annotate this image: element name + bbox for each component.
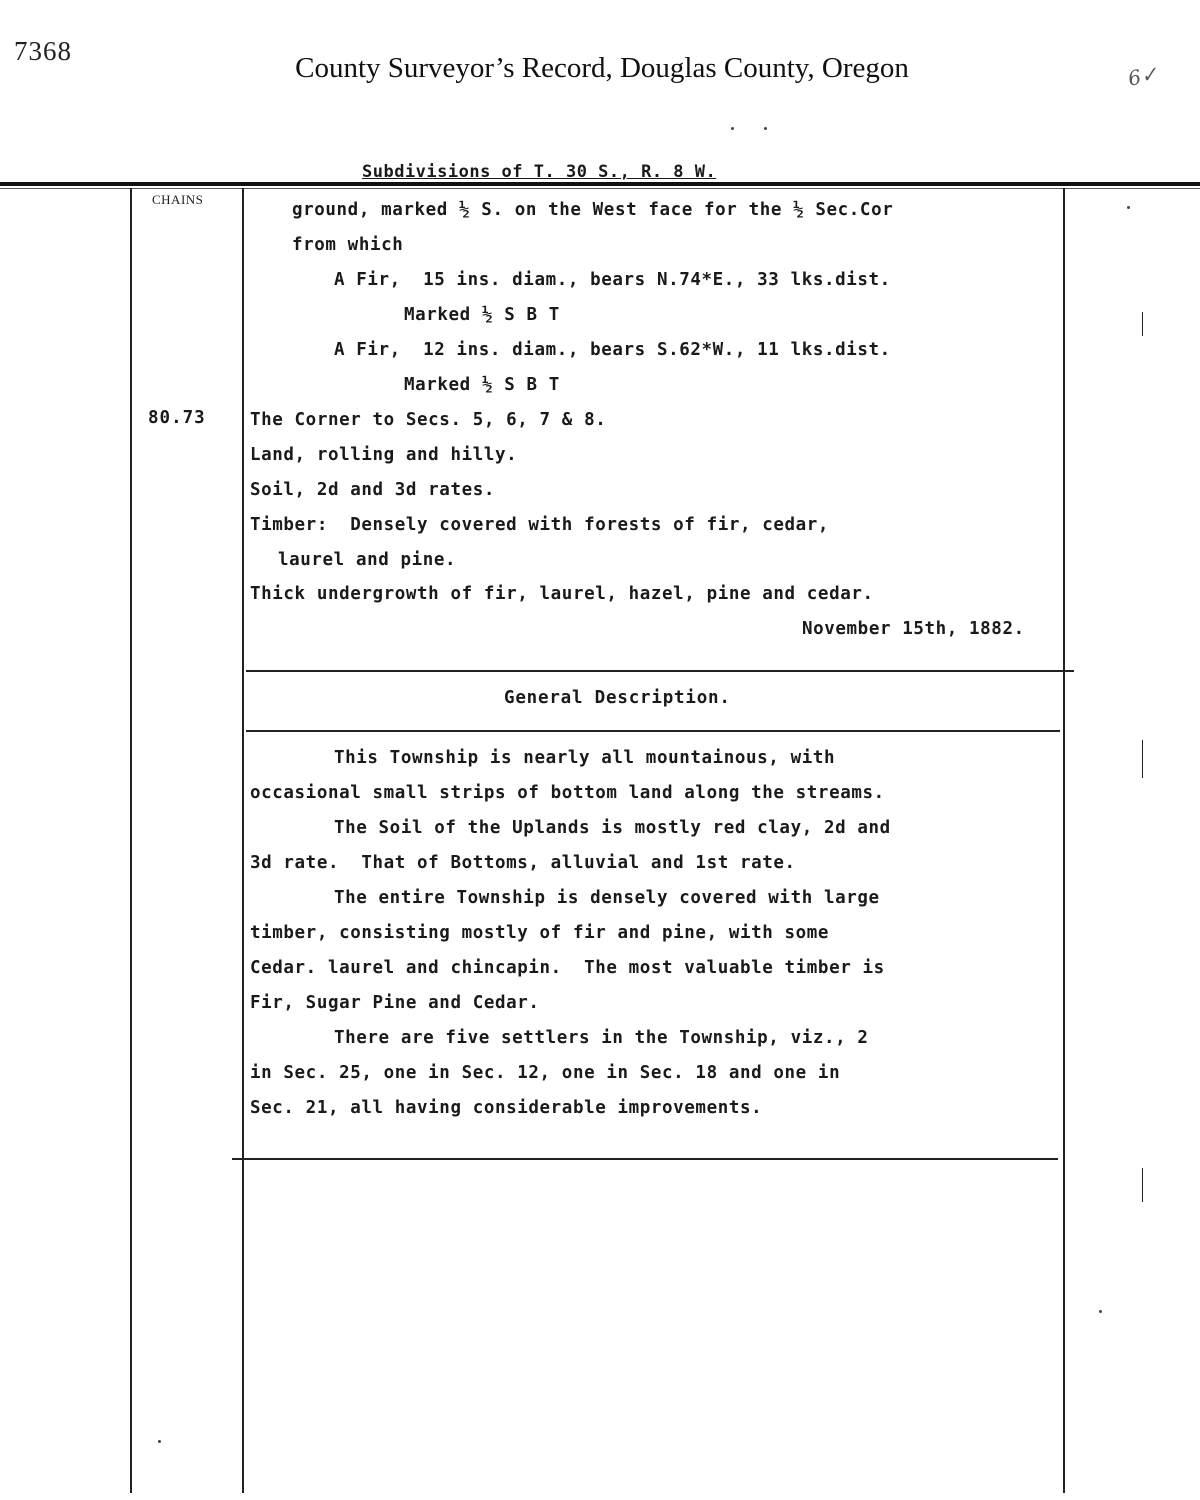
field-note-line: Timber: Densely covered with forests of fir, cedar, bbox=[250, 515, 830, 535]
township-subtitle: Subdivisions of T. 30 S., R. 8 W. bbox=[362, 162, 717, 182]
description-line: The entire Township is densely covered with large bbox=[334, 888, 880, 908]
chains-column-label: CHAINS bbox=[152, 192, 204, 207]
chains-column-rule bbox=[242, 188, 244, 1493]
margin-mark bbox=[1142, 312, 1143, 336]
description-line: This Township is nearly all mountainous, with bbox=[334, 748, 836, 768]
field-note-line: Thick undergrowth of fir, laurel, hazel, pine and cedar. bbox=[250, 584, 874, 604]
field-note-line: Marked ½ S B T bbox=[404, 375, 560, 395]
scan-speck bbox=[764, 127, 767, 130]
chain-distance: 80.73 bbox=[148, 408, 206, 428]
handwritten-margin-note: 6✓ bbox=[1125, 61, 1160, 91]
scan-speck bbox=[731, 127, 734, 130]
field-note-line: laurel and pine. bbox=[278, 550, 457, 570]
section-rule bbox=[246, 730, 1060, 732]
field-note-line: ground, marked ½ S. on the West face for the ½ Sec.Cor bbox=[292, 200, 894, 220]
description-line: The Soil of the Uplands is mostly red clay, 2d and bbox=[334, 818, 891, 838]
page-title: County Surveyor’s Record, Douglas County, Oregon bbox=[295, 52, 909, 84]
page-number: 7368 bbox=[14, 36, 72, 66]
field-note-line: A Fir, 15 ins. diam., bears N.74*E., 33 lks.dist. bbox=[334, 270, 891, 290]
field-note-line: The Corner to Secs. 5, 6, 7 & 8. bbox=[250, 410, 607, 430]
description-line: Fir, Sugar Pine and Cedar. bbox=[250, 993, 540, 1013]
header-rule bbox=[0, 182, 1200, 186]
scan-speck bbox=[1127, 206, 1130, 209]
field-note-line: A Fir, 12 ins. diam., bears S.62*W., 11 lks.dist. bbox=[334, 340, 891, 360]
scan-speck bbox=[1099, 1310, 1102, 1313]
right-text-rule bbox=[1063, 188, 1065, 1493]
description-line: occasional small strips of bottom land along the streams. bbox=[250, 783, 885, 803]
field-note-line: Marked ½ S B T bbox=[404, 305, 560, 325]
description-line: 3d rate. That of Bottoms, alluvial and 1st rate. bbox=[250, 853, 796, 873]
field-note-line: Land, rolling and hilly. bbox=[250, 445, 518, 465]
field-note-line: from which bbox=[292, 235, 404, 255]
description-line: timber, consisting mostly of fir and pine, with some bbox=[250, 923, 830, 943]
description-line: Cedar. laurel and chincapin. The most valuable timber is bbox=[250, 958, 885, 978]
description-line: in Sec. 25, one in Sec. 12, one in Sec. 18 and one in bbox=[250, 1063, 841, 1083]
margin-mark bbox=[1142, 740, 1143, 778]
description-line: There are five settlers in the Township, viz., 2 bbox=[334, 1028, 869, 1048]
scan-speck bbox=[158, 1440, 161, 1443]
section-heading: General Description. bbox=[504, 688, 731, 708]
section-rule bbox=[246, 670, 1074, 672]
header-rule-thin bbox=[0, 188, 1200, 189]
field-note-line: Soil, 2d and 3d rates. bbox=[250, 480, 495, 500]
margin-mark bbox=[1142, 1168, 1143, 1202]
section-end-rule bbox=[232, 1158, 1058, 1160]
survey-date: November 15th, 1882. bbox=[802, 619, 1025, 639]
left-margin-rule bbox=[130, 188, 132, 1493]
description-line: Sec. 21, all having considerable improvements. bbox=[250, 1098, 763, 1118]
